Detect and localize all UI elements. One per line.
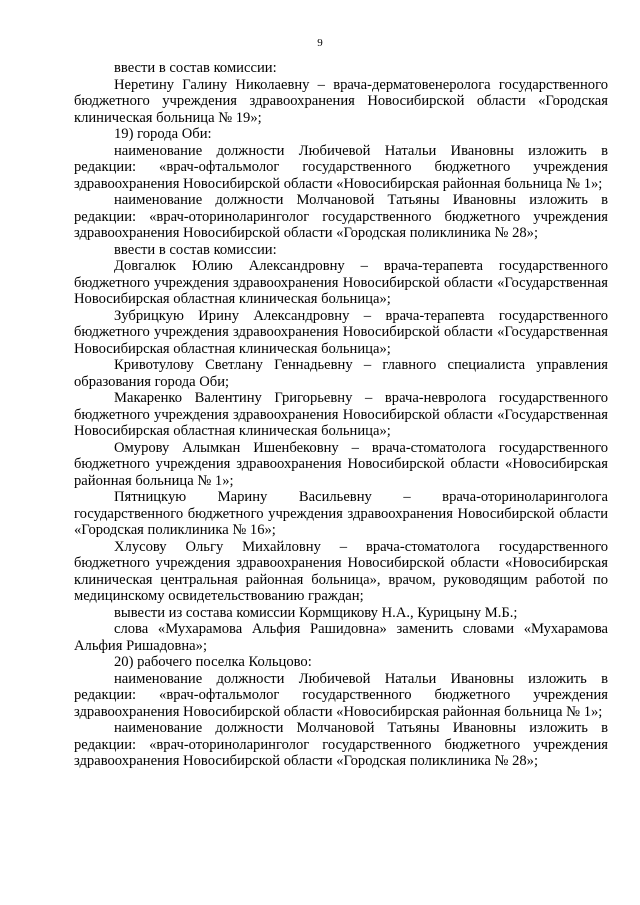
page-number: 9 <box>317 37 323 49</box>
paragraph: вывести из состава комиссии Кормщикову Н.А., Курицыну М.Б.; <box>114 604 518 621</box>
paragraph: Зубрицкую Ирину Александровну – врача-терапевта государственного бюджетного учреждения здравоохранения Новосибирской области «Государственная Новосибирская областная клиническая больница»; <box>74 307 608 357</box>
paragraph: Макаренко Валентину Григорьевну – врача-невролога государственного бюджетного учреждения здравоохранения Новосибирской области «Государственная Новосибирская областная клиническая больница»; <box>74 390 608 439</box>
paragraph: Довгалюк Юлию Александровну – врача-терапевта государственного бюджетного учреждения здравоохранения Новосибирской области «Государственная Новосибирская областная клиническая больница»; <box>74 258 608 307</box>
paragraph: ввести в состав комиссии: <box>114 60 277 76</box>
paragraph: наименование должности Молчановой Татьяны Ивановны изложить в редакции: «врач-оториноларинголог государственного бюджетного учреждения здравоохранения Новосибирской области «Городская поликлиника № 28»; <box>74 720 608 769</box>
paragraph: Хлусову Ольгу Михайловну – врача-стоматолога государственного бюджетного учреждения здравоохранения Новосибирской области «Новосибирская клиническая центральная районная больница», врачом, руководящим работой по медицинскому освидетельствованию граждан; <box>74 538 608 604</box>
paragraph: наименование должности Молчановой Татьяны Ивановны изложить в редакции: «врач-оториноларинголог государственного бюджетного учреждения здравоохранения Новосибирской области «Городская поликлиника № 28»; <box>74 192 608 241</box>
paragraph: Кривотулову Светлану Геннадьевну – главного специалиста управления образования города Оби; <box>74 357 608 390</box>
paragraph: Пятницкую Марину Васильевну – врача-оториноларинголога государственного бюджетного учреждения здравоохранения Новосибирской области «Городская поликлиника № 16»; <box>74 489 608 538</box>
document-body <box>74 60 608 770</box>
paragraph: 19) города Оби: <box>114 126 212 142</box>
paragraph: слова «Мухарамова Альфия Рашидовна» заменить словами «Мухарамова Альфия Ришадовна»; <box>74 621 608 654</box>
paragraph: ввести в состав комиссии: <box>114 241 277 258</box>
paragraph: наименование должности Любичевой Натальи Ивановны изложить в редакции: «врач-офтальмолог государственного бюджетного учреждения здравоохранения Новосибирской области «Новосибирская районная больница № 1»; <box>74 142 608 192</box>
paragraph: Омурову Алымкан Ишенбековну – врача-стоматолога государственного бюджетного учреждения здравоохранения Новосибирской области «Новосибирская районная больница № 1»; <box>74 439 608 489</box>
paragraph: Неретину Галину Николаевну – врача-дерматовенеролога государственного бюджетного учреждения здравоохранения Новосибирской области «Городская клиническая больница № 19»; <box>74 76 608 126</box>
paragraph: 20) рабочего поселка Кольцово: <box>114 654 312 670</box>
paragraph: наименование должности Любичевой Натальи Ивановны изложить в редакции: «врач-офтальмолог государственного бюджетного учреждения здравоохранения Новосибирской области «Новосибирская районная больница № 1»; <box>74 670 608 720</box>
